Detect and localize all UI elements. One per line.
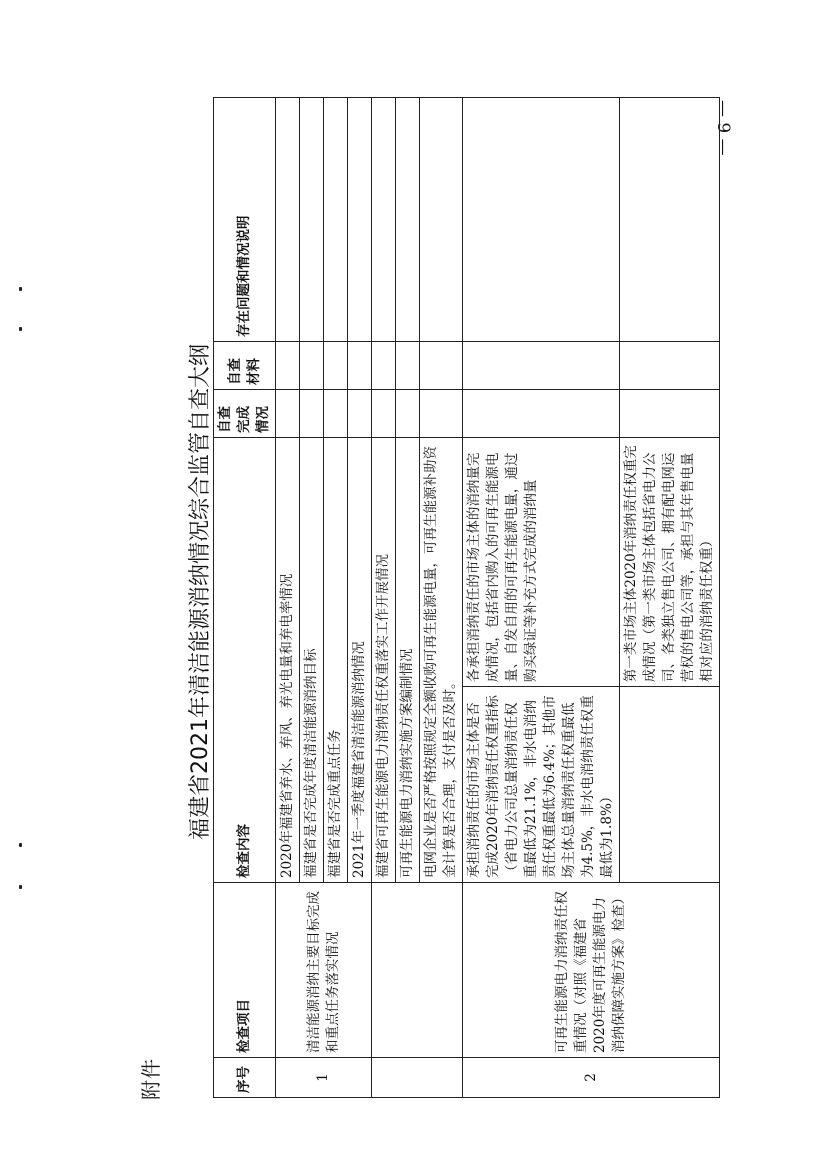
issues-cell[interactable] <box>463 98 620 342</box>
completion-cell[interactable] <box>620 390 720 438</box>
issues-cell[interactable] <box>620 98 720 342</box>
issues-cell[interactable] <box>420 98 463 342</box>
completion-cell[interactable] <box>372 390 396 438</box>
header-completion: 自查完成情况 <box>214 390 276 438</box>
material-cell[interactable] <box>620 342 720 390</box>
material-cell[interactable] <box>396 342 420 390</box>
material-cell[interactable] <box>300 342 324 390</box>
content-cell: 2021年一季度福建省清洁能源消纳情况 <box>348 438 372 883</box>
content-cell <box>620 438 720 883</box>
audit-table <box>213 97 720 1098</box>
header-content: 检查内容 <box>214 438 276 883</box>
material-cell[interactable] <box>276 342 300 390</box>
content-cell <box>463 438 620 883</box>
material-cell[interactable] <box>348 342 372 390</box>
material-cell[interactable] <box>324 342 348 390</box>
header-seq: 序号 <box>214 1058 276 1098</box>
seq-cell <box>372 1058 463 1098</box>
seq-cell: 1 <box>276 1058 372 1098</box>
table-row <box>372 98 396 1098</box>
header-item: 检查项目 <box>214 883 276 1058</box>
completion-cell[interactable] <box>348 390 372 438</box>
header-material: 自查材料 <box>214 342 276 390</box>
material-cell[interactable] <box>420 342 463 390</box>
content-subcell-right: 第一类市场主体2020年消纳责任权重完成情况（第一类市场主体包括省电力公司、各类独立售电公司、拥有配电网运营权的售电公司等，承担与其年售电量相对应的消纳责任权重） <box>623 445 715 683</box>
completion-cell[interactable] <box>463 390 620 438</box>
completion-cell[interactable] <box>276 390 300 438</box>
table-header-row <box>214 98 276 1098</box>
content-cell: 福建省是否完成重点任务 <box>324 438 348 883</box>
page-title: 福建省2021年清洁能源消纳情况综合监管自查大纲 <box>188 344 213 840</box>
content-subcell-right: 各承担消纳责任的市场主体的消纳量完成情况，包括省内购入的可再生能源电量、自发自用的可再生能源电量，通过购买绿证等补充方式完成的消纳量 <box>466 452 539 683</box>
completion-cell[interactable] <box>300 390 324 438</box>
material-cell[interactable] <box>372 342 396 390</box>
page-number: — 9 — <box>713 100 733 156</box>
material-cell[interactable] <box>463 342 620 390</box>
content-subcell-left <box>620 687 719 882</box>
completion-cell[interactable] <box>396 390 420 438</box>
attachment-label: 附件 <box>139 1058 163 1100</box>
issues-cell[interactable] <box>372 98 396 342</box>
completion-cell[interactable] <box>420 390 463 438</box>
seq-cell: 2 <box>463 1058 720 1098</box>
completion-cell[interactable] <box>324 390 348 438</box>
issues-cell[interactable] <box>300 98 324 342</box>
content-cell: 福建省是否完成年度清洁能源消纳目标 <box>300 438 324 883</box>
content-cell: 2020年福建省弃水、弃风、弃光电量和弃电率情况 <box>276 438 300 883</box>
table-row <box>276 98 300 1098</box>
issues-cell[interactable] <box>348 98 372 342</box>
header-issues: 存在问题和情况说明 <box>214 98 276 342</box>
content-cell: 可再生能源电力消纳实施方案编制情况 <box>396 438 420 883</box>
item-cell: 可再生能源电力消纳责任权重情况（对照《福建省2020年度可再生能源电力消纳保障实施方案》检查） <box>463 883 720 1058</box>
issues-cell[interactable] <box>396 98 420 342</box>
content-cell: 福建省可再生能源电力消纳责任权重落实工作开展情况 <box>372 438 396 883</box>
issues-cell[interactable] <box>276 98 300 342</box>
item-cell <box>372 883 463 1058</box>
content-subcell-left: 承担消纳责任的市场主体是否完成2020年消纳责任权重指标（省电力公司总量消纳责任权重最低为21.1%，非水电消纳责任权重最低为6.4%；其他市场主体总量消纳责任权重最低为4.5%，非水电消纳责任权重最低为1.8%） <box>463 687 619 882</box>
content-cell: 电网企业是否严格按照规定全额收购可再生能源电量，可再生能源补助资金计算是否合理，支付是否及时。 <box>420 438 463 883</box>
item-cell: 清洁能源消纳主要目标完成和重点任务落实情况 <box>276 883 372 1058</box>
table-row <box>463 98 620 1098</box>
issues-cell[interactable] <box>324 98 348 342</box>
